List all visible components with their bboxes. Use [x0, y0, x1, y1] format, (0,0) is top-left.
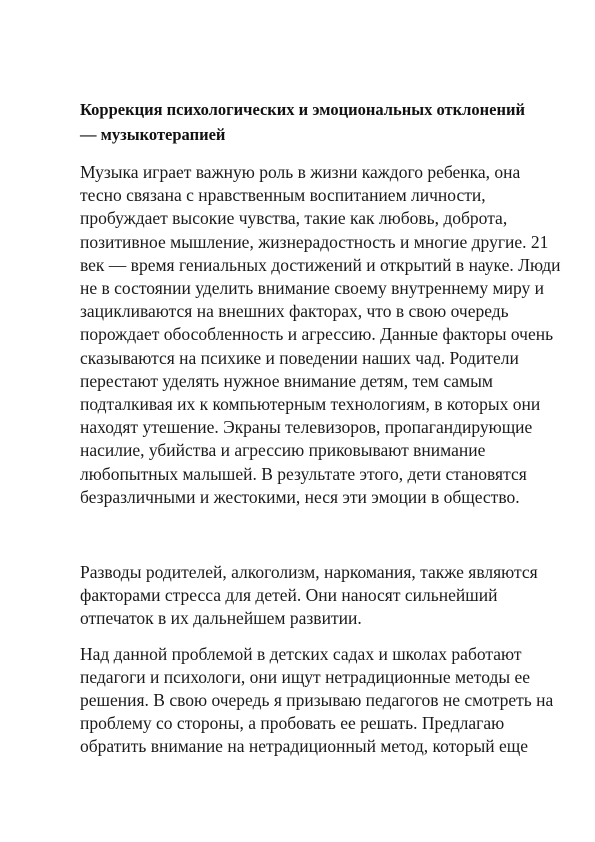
text-line: Разводы родителей, алкоголизм, наркомания, также являются [80, 562, 538, 583]
text-line: находят утешение. Экраны телевизоров, пропагандирующие [80, 417, 533, 438]
paragraph-methods [80, 643, 554, 759]
text-line: перестают уделять нужное внимание детям, тем самым [80, 370, 493, 391]
text-line: позитивное мышление, жизнерадостность и многие другие. 21 [80, 231, 549, 252]
text-line: не в состоянии уделить внимание своему внутреннему миру и [80, 278, 544, 299]
text-line: факторами стресса для детей. Они наносят сильнейший [80, 585, 498, 606]
text-line: насилие, убийства и агрессию приковывают внимание [80, 440, 486, 461]
document-title [80, 97, 550, 147]
text-line: зацикливаются на внешних факторах, что в свою очередь [80, 301, 509, 322]
text-line: безразличными и жестокими, неся эти эмоции в общество. [80, 486, 520, 507]
text-line: Над данной проблемой в детских садах и школах работают [80, 643, 522, 664]
text-line: отпечаток в их дальнейшем развитии. [80, 608, 362, 629]
text-line: пробуждает высокие чувства, такие как любовь, доброта, [80, 208, 508, 229]
text-line: педагоги и психологи, они ищут нетрадиционные методы ее [80, 666, 531, 687]
text-line: порождает обособленность и агрессию. Данные факторы очень [80, 324, 554, 345]
text-line: Музыка играет важную роль в жизни каждого ребенка, она [80, 162, 521, 182]
text-line: решения. В свою очередь я призываю педагогов не смотреть на [80, 690, 554, 711]
text-line: подталкивая их к компьютерным технологиям, в которых они [80, 394, 541, 415]
text-line: обратить внимание на нетрадиционный метод, который еще [80, 736, 529, 757]
document-body [80, 97, 561, 759]
text-line: тесно связана с нравственным воспитанием личности, [80, 185, 486, 206]
text-line: проблему со стороны, а пробовать ее решать. Предлагаю [80, 713, 505, 734]
title-line: Коррекция психологических и эмоциональных отклонений [80, 100, 525, 119]
paragraph-stress-factors [80, 561, 550, 631]
paragraph-music-role [80, 161, 561, 509]
text-line: любопытных малышей. В результате этого, дети становятся [80, 463, 527, 484]
title-line: — музыкотерапией [80, 125, 226, 144]
text-line: сказываются на психике и поведении наших чад. Родители [80, 347, 519, 368]
text-line: век — время гениальных достижений и открытий в науке. Люди [80, 254, 561, 275]
